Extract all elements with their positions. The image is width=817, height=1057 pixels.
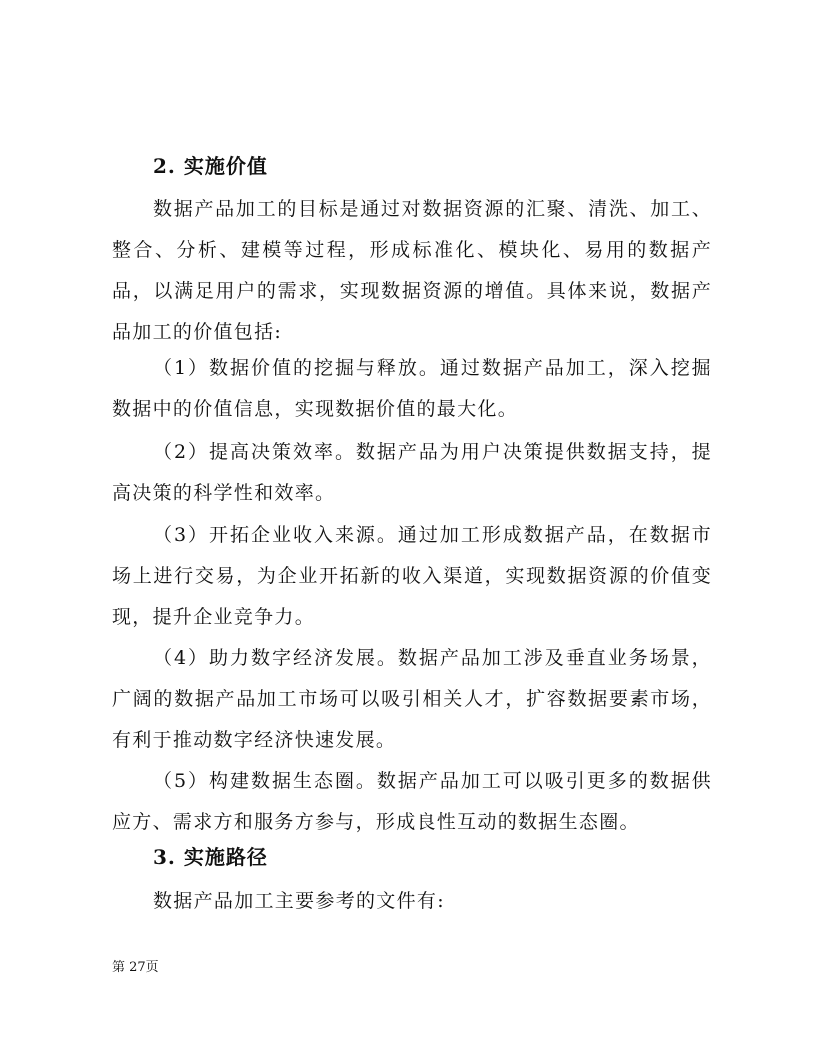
list-item-value-1: （1）数据价值的挖掘与释放。通过数据产品加工，深入挖掘数据中的价值信息，实现数据价值的最大化。 [112, 357, 712, 420]
list-item-value-2: （2）提高决策效率。数据产品为用户决策提供数据支持，提高决策的科学性和效率。 [112, 441, 712, 504]
list-item-value-5: （5）构建数据生态圈。数据产品加工可以吸引更多的数据供应方、需求方和服务方参与，形成良性互动的数据生态圈。 [112, 770, 712, 833]
section-intro-paragraph: 数据产品加工主要参考的文件有: [153, 890, 445, 912]
page-number: 第 27页 [112, 960, 159, 975]
list-item-value-3: （3）开拓企业收入来源。通过加工形成数据产品，在数据市场上进行交易，为企业开拓新的收入渠道，实现数据资源的价值变现，提升企业竞争力。 [112, 524, 712, 628]
section-heading-implementation-path: 3. 实施路径 [153, 845, 268, 869]
section-intro-paragraph: 数据产品加工的目标是通过对数据资源的汇聚、清洗、加工、整合、分析、建模等过程，形成标准化、模块化、易用的数据产品，以满足用户的需求，实现数据资源的增值。具体来说，数据产品加工的价值包括: [112, 198, 712, 343]
list-item-value-4: （4）助力数字经济发展。数据产品加工涉及垂直业务场景，广阔的数据产品加工市场可以吸引相关人才，扩容数据要素市场，有利于推动数字经济快速发展。 [112, 647, 712, 751]
section-heading-implementation-value: 2. 实施价值 [153, 154, 268, 178]
